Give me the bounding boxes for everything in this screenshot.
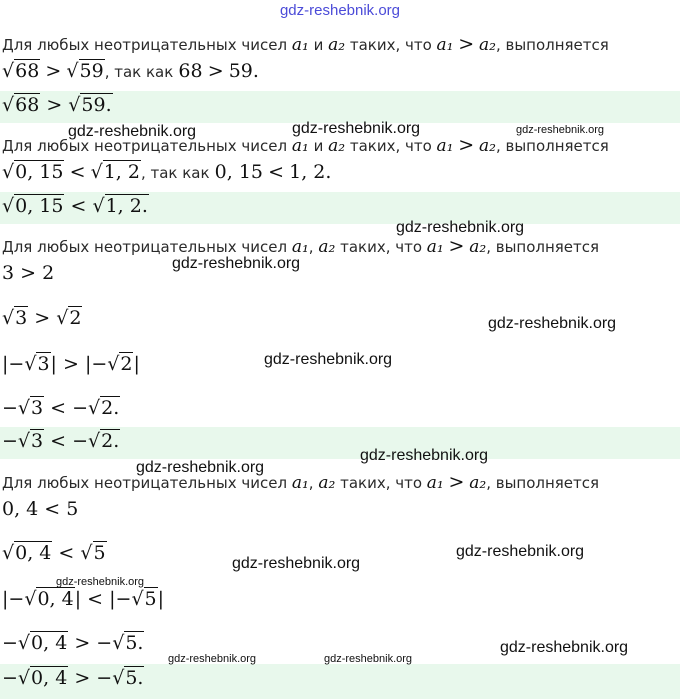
answer-2: √0, 15 < √1, 2.	[0, 192, 680, 224]
watermark: gdz-reshebnik.org	[264, 351, 393, 368]
watermark: gdz-reshebnik.org	[136, 459, 265, 476]
watermark: gdz-reshebnik.org	[500, 639, 629, 656]
step-4-2: √0, 4 < √5	[2, 542, 106, 564]
step-4-1: 0, 4 < 5	[2, 498, 79, 520]
watermark: gdz-reshebnik.org	[172, 255, 301, 272]
watermark: gdz-reshebnik.org	[456, 543, 585, 560]
watermark: gdz-reshebnik.org	[324, 653, 413, 665]
step-3-3: |−√3| > |−√2|	[2, 353, 140, 375]
watermark: gdz-reshebnik.org	[232, 555, 361, 572]
watermark: gdz-reshebnik.org	[488, 315, 617, 332]
header-watermark: gdz-reshebnik.org	[279, 2, 401, 19]
watermark: gdz-reshebnik.org	[56, 576, 145, 588]
work-line-1: √68 > √59, так как 68 > 59.	[2, 60, 259, 82]
step-3-2: √3 > √2	[2, 307, 82, 329]
watermark: gdz-reshebnik.org	[68, 123, 197, 140]
intro-line-2: Для любых неотрицательных чисел a₁ и a₂ таких, что a₁ > a₂, выполняется	[2, 134, 609, 156]
answer-4: −√0, 4 > −√5.	[0, 664, 680, 699]
step-3-4: −√3 < −√2.	[2, 397, 120, 419]
answer-3: −√3 < −√2.	[0, 427, 680, 459]
step-3-1: 3 > 2	[2, 262, 55, 284]
work-line-2: √0, 15 < √1, 2, так как 0, 15 < 1, 2.	[2, 161, 332, 183]
intro-line-1: Для любых неотрицательных чисел a₁ и a₂ таких, что a₁ > a₂, выполняется	[2, 33, 609, 55]
watermark: gdz-reshebnik.org	[360, 447, 489, 464]
watermark: gdz-reshebnik.org	[516, 124, 605, 136]
watermark: gdz-reshebnik.org	[168, 653, 257, 665]
step-4-4: −√0, 4 > −√5.	[2, 632, 144, 654]
step-4-3: |−√0, 4| < |−√5|	[2, 588, 165, 610]
answer-1: √68 > √59.	[0, 91, 680, 123]
intro-line-3: Для любых неотрицательных чисел a₁, a₂ таких, что a₁ > a₂, выполняется	[2, 235, 600, 257]
watermark: gdz-reshebnik.org	[292, 120, 421, 137]
watermark: gdz-reshebnik.org	[396, 219, 525, 236]
intro-line-4: Для любых неотрицательных чисел a₁, a₂ таких, что a₁ > a₂, выполняется	[2, 471, 600, 493]
